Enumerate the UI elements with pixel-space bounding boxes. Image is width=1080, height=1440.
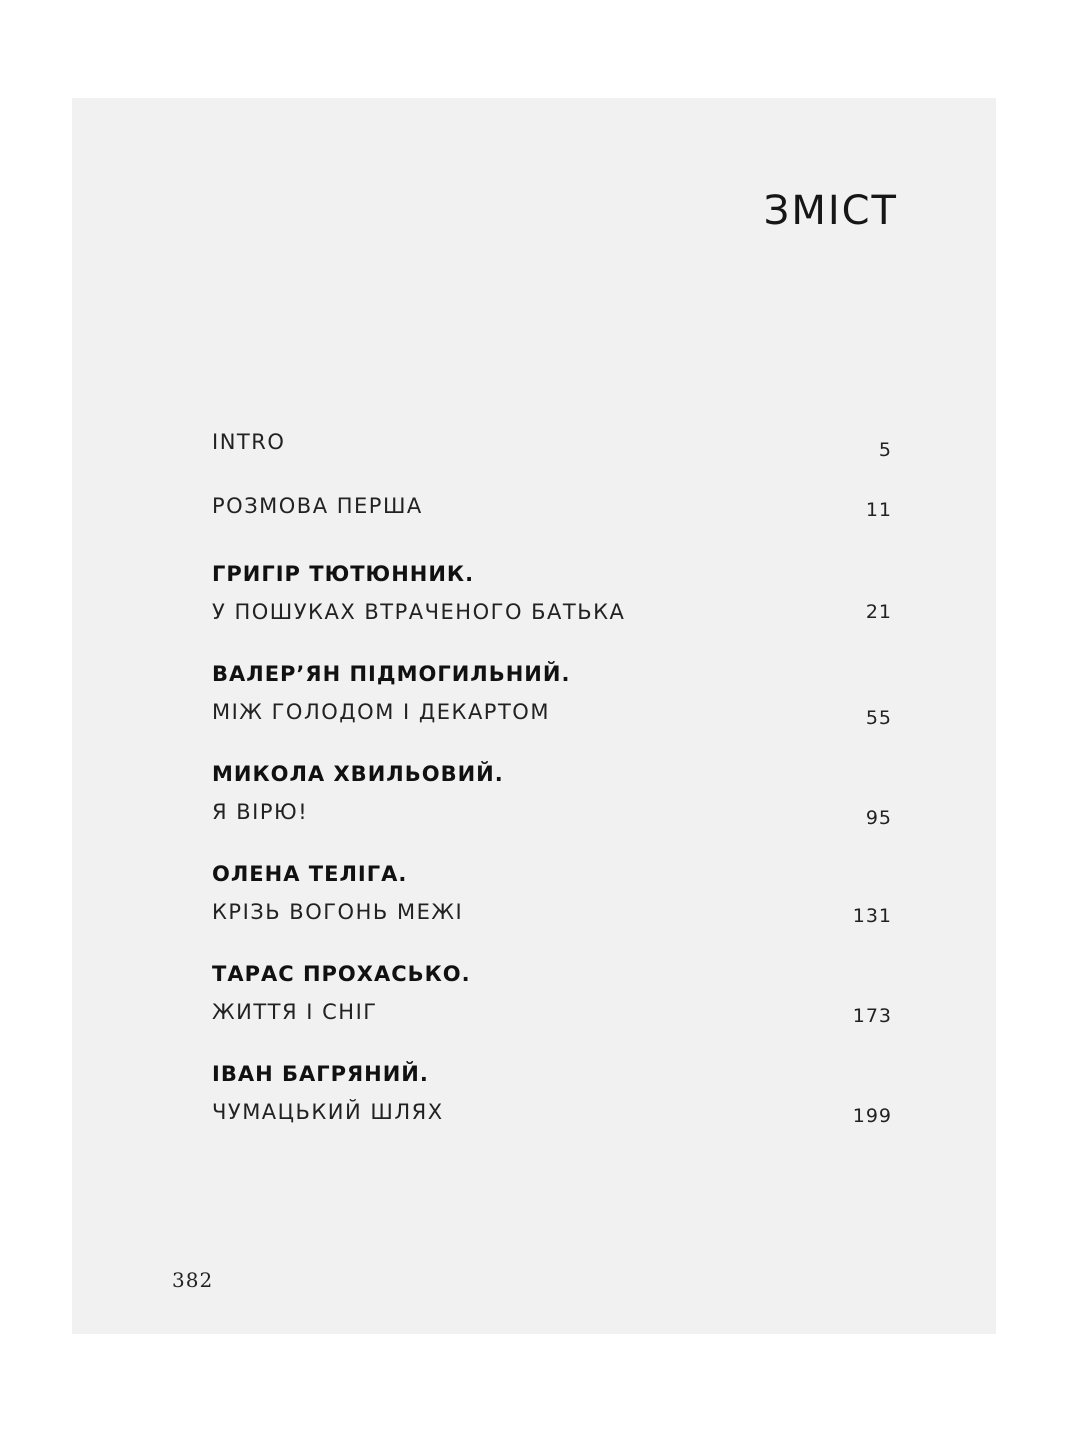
toc-page-number: 173 xyxy=(852,1005,892,1027)
toc-work-title: ЖИТТЯ І СНІГ xyxy=(212,1000,378,1024)
toc-author: ІВАН БАГРЯНИЙ. xyxy=(212,1062,429,1086)
page-folio: 382 xyxy=(172,1268,214,1292)
toc-page-number: 55 xyxy=(865,707,892,729)
toc-author: ГРИГІР ТЮТЮННИК. xyxy=(212,562,475,586)
toc-author: МИКОЛА ХВИЛЬОВИЙ. xyxy=(212,762,504,786)
page-title: ЗМІСТ xyxy=(763,188,898,234)
toc-entry xyxy=(212,960,892,1026)
toc-page-number: 21 xyxy=(865,601,892,623)
toc-work-title: INTRO xyxy=(212,430,286,454)
toc-page-number: 199 xyxy=(852,1105,892,1127)
toc-page-number: 11 xyxy=(865,499,892,521)
toc-page-number: 131 xyxy=(852,905,892,927)
toc-work-title: МІЖ ГОЛОДОМ І ДЕКАРТОМ xyxy=(212,700,550,724)
toc-page-number: 95 xyxy=(865,807,892,829)
toc-author: ОЛЕНА ТЕЛІГА. xyxy=(212,862,408,886)
toc-author: ТАРАС ПРОХАСЬКО. xyxy=(212,962,471,986)
toc-entry xyxy=(212,760,892,829)
toc-entry xyxy=(212,860,892,926)
toc-entry xyxy=(212,1060,892,1126)
toc-entry xyxy=(212,492,892,520)
book-page xyxy=(72,98,996,1334)
toc-work-title: РОЗМОВА ПЕРША xyxy=(212,494,423,518)
toc-page-number: 5 xyxy=(878,439,892,461)
toc-work-title: У ПОШУКАХ ВТРАЧЕНОГО БАТЬКА xyxy=(212,600,626,624)
toc-entry xyxy=(212,660,892,729)
toc-entry xyxy=(212,560,892,626)
toc-work-title: ЧУМАЦЬКИЙ ШЛЯХ xyxy=(212,1100,444,1124)
toc-entry xyxy=(212,428,892,461)
toc-work-title: Я ВІРЮ! xyxy=(212,800,309,824)
toc-work-title: КРІЗЬ ВОГОНЬ МЕЖІ xyxy=(212,900,464,924)
toc-author: ВАЛЕР’ЯН ПІДМОГИЛЬНИЙ. xyxy=(212,662,571,686)
